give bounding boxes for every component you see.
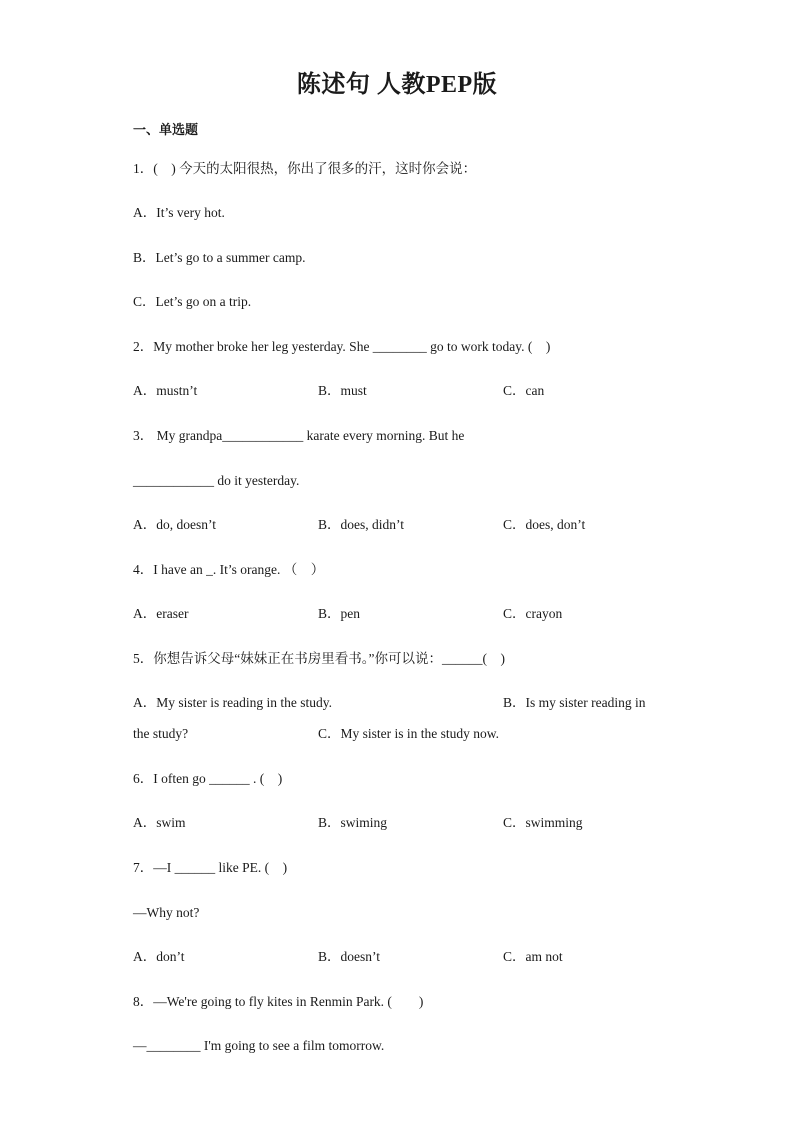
question-3-stem-line-2: ____________ do it yesterday. <box>133 473 300 488</box>
question-8-reply: —________ I'm going to see a film tomorrow. <box>133 1038 385 1053</box>
section-title: 一、单选题 <box>133 122 199 137</box>
question-1-option-c: C．Let’s go on a trip. <box>133 294 252 309</box>
question-1-option-a: A．It’s very hot. <box>133 205 225 220</box>
question-1-stem: 1．( ) 今天的太阳很热，你出了很多的汗，这时你会说： <box>133 161 477 176</box>
question-6-option-c: C．swimming <box>503 815 583 830</box>
question-6-option-a: A．swim <box>133 815 186 830</box>
question-3-option-a: A．do, doesn’t <box>133 517 216 532</box>
question-6-option-b: B．swiming <box>318 815 388 830</box>
question-5-option-a: A．My sister is reading in the study. <box>133 695 332 710</box>
question-3-option-c: C．does, don’t <box>503 517 586 532</box>
question-4-stem: 4．I have an _. It’s orange. （ ） <box>133 562 325 577</box>
question-6-stem: 6．I often go ______ . ( ) <box>133 771 283 786</box>
question-2-option-a: A．mustn’t <box>133 383 198 398</box>
question-4-option-a: A．eraser <box>133 606 189 621</box>
question-7-option-c: C．am not <box>503 949 563 964</box>
question-3-option-b: B．does, didn’t <box>318 517 405 532</box>
question-7-option-a: A．don’t <box>133 949 185 964</box>
question-5-option-b-part-1: B．Is my sister reading in <box>503 695 646 710</box>
question-2-option-b: B．must <box>318 383 367 398</box>
question-1-option-b: B．Let’s go to a summer camp. <box>133 250 306 265</box>
question-7-reply: —Why not? <box>133 905 200 920</box>
question-8-stem: 8．—We're going to fly kites in Renmin Park. ( ) <box>133 994 424 1009</box>
question-4-option-b: B．pen <box>318 606 360 621</box>
question-2-option-c: C．can <box>503 383 545 398</box>
question-7-option-b: B．doesn’t <box>318 949 381 964</box>
question-3-stem-line-1: 3． My grandpa____________ karate every morning. But he <box>133 428 465 443</box>
question-7-stem: 7．—I ______ like PE. ( ) <box>133 860 288 875</box>
question-2-stem: 2．My mother broke her leg yesterday. She ________ go to work today. ( ) <box>133 339 551 354</box>
question-5-option-b-part-2: the study? <box>133 726 189 741</box>
question-5-stem: 5．你想告诉父母“妹妹正在书房里看书。”你可以说：______( ) <box>133 651 505 666</box>
question-5-option-c: C．My sister is in the study now. <box>318 726 500 741</box>
page-title: 陈述句 人教PEP版 <box>296 72 498 98</box>
question-4-option-c: C．crayon <box>503 606 563 621</box>
